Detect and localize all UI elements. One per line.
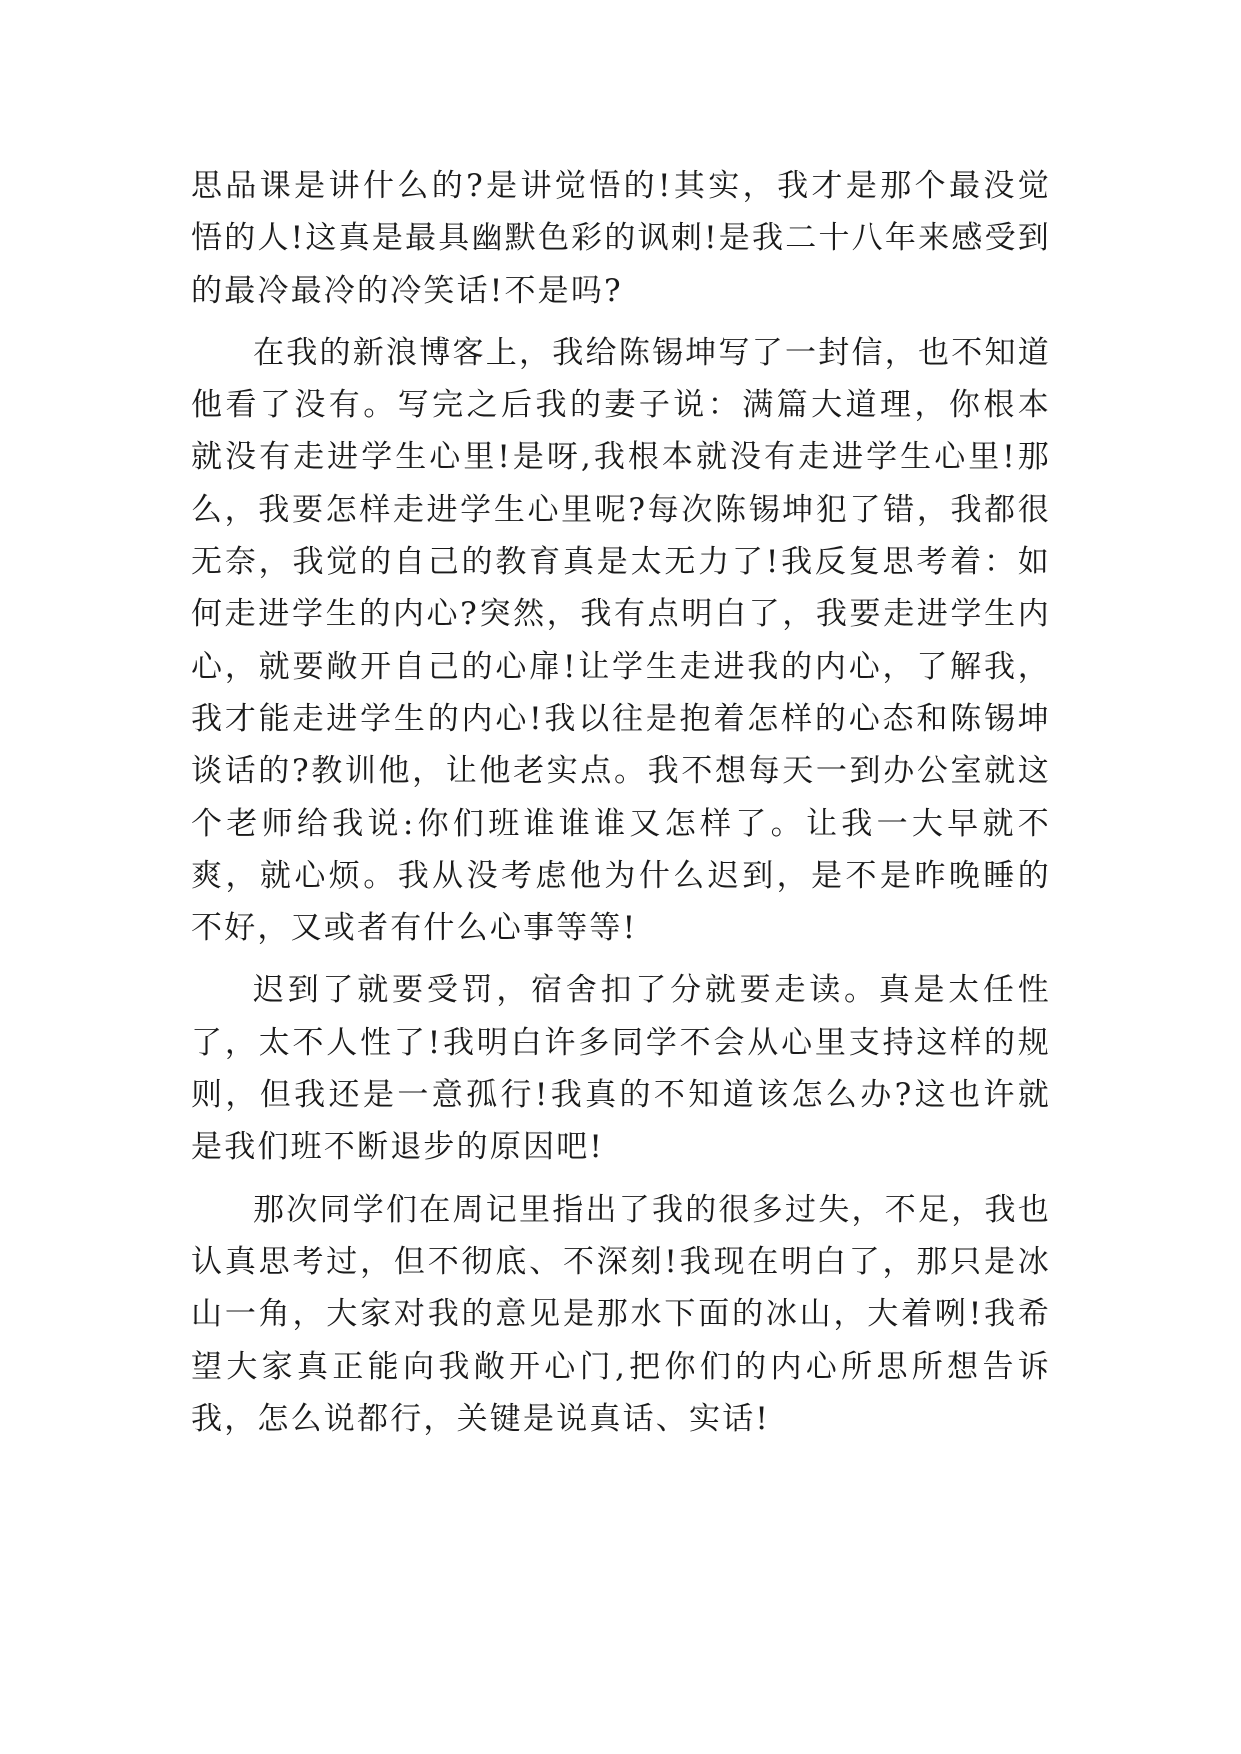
paragraph-blog-letter: 在我的新浪博客上，我给陈锡坤写了一封信，也不知道他看了没有。写完之后我的妻子说：满篇大道理，你根本就没有走进学生心里!是呀,我根本就没有走进学生心里!那么，我要怎样走进学生心里呢?每次陈锡坤犯了错，我都很无奈，我觉的自己的教育真是太无力了!我反复思考着：如何走进学生的内心?突然，我有点明白了，我要走进学生内心，就要敞开自己的心扉!让学生走进我的内心，了解我，我才能走进学生的内心!我以往是抱着怎样的心态和陈锡坤谈话的?教训他，让他老实点。我不想每天一到办公室就这个老师给我说:你们班谁谁谁又怎样了。让我一大早就不爽，就心烦。我从没考虑他为什么迟到，是不是昨晚睡的不好，又或者有什么心事等等! xyxy=(191,334,1051,947)
paragraph-rules: 迟到了就要受罚，宿舍扣了分就要走读。真是太任性了，太不人性了!我明白许多同学不会从心里支持这样的规则，但我还是一意孤行!我真的不知道该怎么办?这也许就是我们班不断退步的原因吧! xyxy=(191,972,1051,1166)
document-body xyxy=(191,160,1051,1455)
paragraph-continued: 思品课是讲什么的?是讲觉悟的!其实，我才是那个最没觉悟的人!这真是最具幽默色彩的讽刺!是我二十八年来感受到的最冷最冷的冷笑话!不是吗? xyxy=(191,168,1051,309)
paragraph-weekly-journal: 那次同学们在周记里指出了我的很多过失，不足，我也认真思考过，但不彻底、不深刻!我现在明白了，那只是冰山一角，大家对我的意见是那水下面的冰山，大着咧!我希望大家真正能向我敞开心门,把你们的内心所思所想告诉我，怎么说都行，关键是说真话、实话! xyxy=(191,1191,1051,1437)
